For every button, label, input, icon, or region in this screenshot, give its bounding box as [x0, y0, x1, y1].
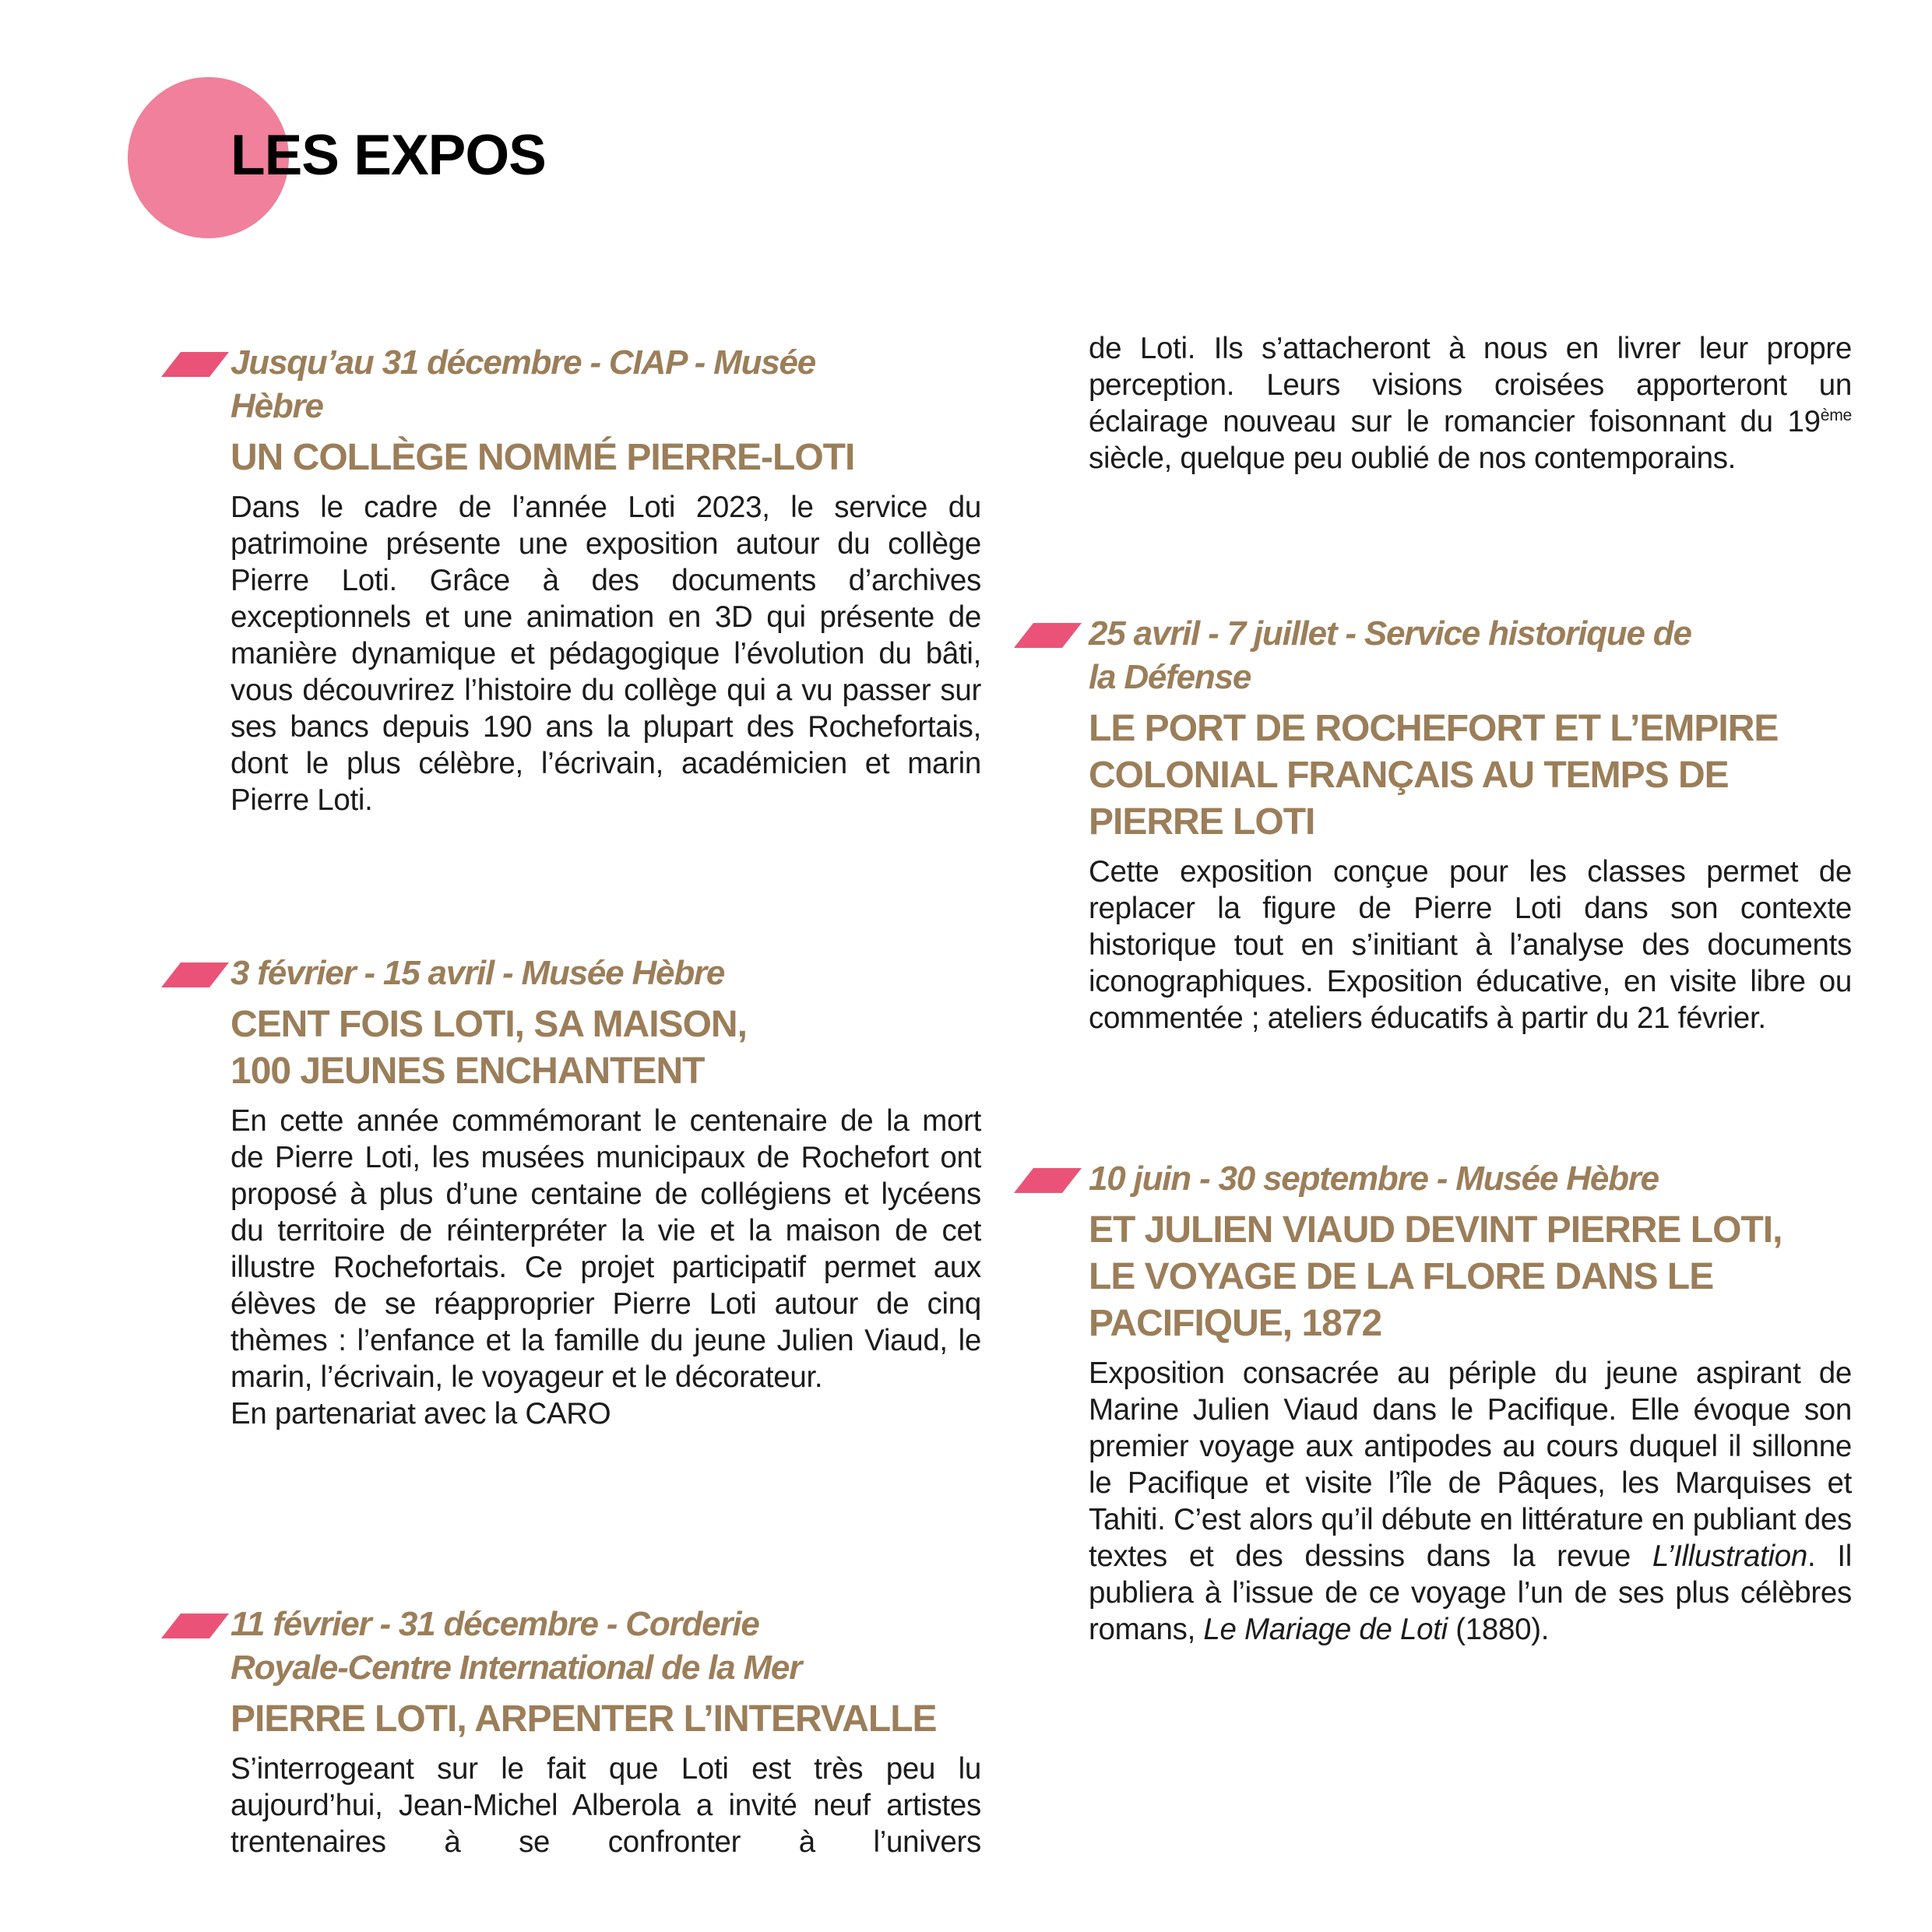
entry-body: Cette exposition conçue pour les classes permet de replacer la figure de Pierre Loti dans son contexte historique tout en s’initiant à l’analyse des documents iconographiques. Exposition éducative, en visite libre ou commentée ; ateliers éducatifs à partir du 21 février.	[1089, 855, 1852, 1035]
entry-date-line: Hèbre	[231, 387, 323, 425]
entry-title-line: PIERRE LOTI, ARPENTER L’INTERVALLE	[231, 1698, 937, 1740]
page-title: LES EXPOS	[231, 124, 546, 187]
body-segment-italic: Le Mariage de Loti	[1203, 1613, 1448, 1646]
entry-content	[161, 1603, 981, 1860]
entry-date-line: 11 février - 31 décembre - Corderie	[231, 1605, 759, 1643]
entry-content	[161, 341, 981, 818]
entry-date	[1089, 612, 1852, 699]
entry-body	[1089, 1355, 1852, 1648]
body-segment: (1880).	[1447, 1613, 1550, 1646]
entry-title	[1089, 706, 1852, 846]
entry-title-line: UN COLLÈGE NOMMÉ PIERRE-LOTI	[231, 437, 855, 478]
entry-date	[1089, 1157, 1852, 1201]
entry-title-line: 100 JEUNES ENCHANTENT	[231, 1050, 705, 1092]
entry-title-line: COLONIAL FRANÇAIS AU TEMPS DE	[1089, 755, 1729, 796]
entry-date	[231, 952, 981, 995]
entry-content	[1014, 1157, 1852, 1648]
entry-title-line: LE PORT DE ROCHEFORT ET L’EMPIRE	[1089, 708, 1779, 749]
entry-date-line: Royale-Centre International de la Mer	[231, 1649, 802, 1687]
entry-date	[231, 341, 981, 428]
expo-entry-arpenter-intervalle	[161, 1603, 981, 1860]
expo-entry-cent-fois-loti	[161, 952, 981, 1432]
entry-date-line: 10 juin - 30 septembre - Musée Hèbre	[1089, 1160, 1659, 1198]
entry-date	[231, 1603, 981, 1690]
entry-partnership-note: En partenariat avec la CARO	[231, 1397, 611, 1431]
entry-title	[231, 435, 981, 481]
expo-entry-college-pierre-loti	[161, 341, 981, 818]
entry-date-line: 25 avril - 7 juillet - Service historique de	[1089, 614, 1691, 653]
entry-content	[161, 952, 981, 1432]
entry-title-line: LE VOYAGE DE LA FLORE DANS LE	[1089, 1256, 1714, 1297]
entry-date-line: Jusqu’au 31 décembre - CIAP - Musée	[231, 343, 816, 382]
entry-date-line: la Défense	[1089, 658, 1251, 696]
entry-body: S’interrogeant sur le fait que Loti est très peu lu aujourd’hui, Jean-Michel Alberola a invité neuf artistes trentenaires à se confronter à l’univers	[231, 1752, 981, 1859]
entry-body	[1089, 330, 1852, 477]
body-segment-superscript: ème	[1820, 406, 1852, 425]
entry-title	[231, 1001, 981, 1095]
entry-body: Dans le cadre de l’année Loti 2023, le service du patrimoine présente une exposition autour du collège Pierre Loti. Grâce à des documents d’archives exceptionnels et une animation en 3D qui présente de manière dynamique et pédagogique l’évolution du bâti, vous découvrirez l’histoire du collège qui a vu passer sur ses bancs depuis 190 ans la plupart des Rochefortais, dont le plus célèbre, l’écrivain, académicien et marin Pierre Loti.	[231, 491, 981, 817]
expo-entry-port-rochefort	[1014, 612, 1852, 1036]
entry-title-line: PACIFIQUE, 1872	[1089, 1303, 1382, 1344]
body-segment-italic: L’Illustration	[1652, 1540, 1808, 1573]
entry-title	[1089, 1207, 1852, 1347]
entry-title-line: CENT FOIS LOTI, SA MAISON,	[231, 1004, 747, 1045]
entry-content	[1014, 612, 1852, 1036]
body-segment: de Loti. Ils s’attacheront à nous en livrer leur propre perception. Leurs visions croisées apporteront un éclairage nouveau sur le romancier foisonnant du 19	[1089, 332, 1852, 438]
entry-title-line: PIERRE LOTI	[1089, 801, 1315, 843]
body-segment: Exposition consacrée au périple du jeune aspirant de Marine Julien Viaud dans le Pacifique. Elle évoque son premier voyage aux antipodes au cours duquel il sillonne le Pacifique et visite l’île de Pâques, les Marquises et Tahiti. C’est alors qu’il débute en littérature en publiant des textes et des dessins dans la revue	[1089, 1357, 1852, 1573]
expo-entry-julien-viaud	[1014, 1157, 1852, 1648]
entry-title-line: ET JULIEN VIAUD DEVINT PIERRE LOTI,	[1089, 1209, 1782, 1251]
entry-date-line: 3 février - 15 avril - Musée Hèbre	[231, 954, 725, 992]
entry-body-continuation	[1089, 330, 1852, 477]
entry-body: En cette année commémorant le centenaire de la mort de Pierre Loti, les musées municipaux de Rochefort ont proposé à plus d’une centaine de collégiens et lycéens du territoire de réinterpréter la vie et la maison de cet illustre Rochefortais. Ce projet participatif permet aux élèves de se réapproprier Pierre Loti autour de cinq thèmes : l’enfance et la famille du jeune Julien Viaud, le marin, l’écrivain, le voyageur et le décorateur.	[231, 1104, 981, 1394]
body-segment: siècle, quelque peu oublié de nos contemporains.	[1089, 442, 1737, 475]
entry-title	[231, 1696, 981, 1743]
body-segment: . Il publiera à l’issue de ce voyage l’un de ses plus célèbres romans,	[1089, 1540, 1852, 1646]
